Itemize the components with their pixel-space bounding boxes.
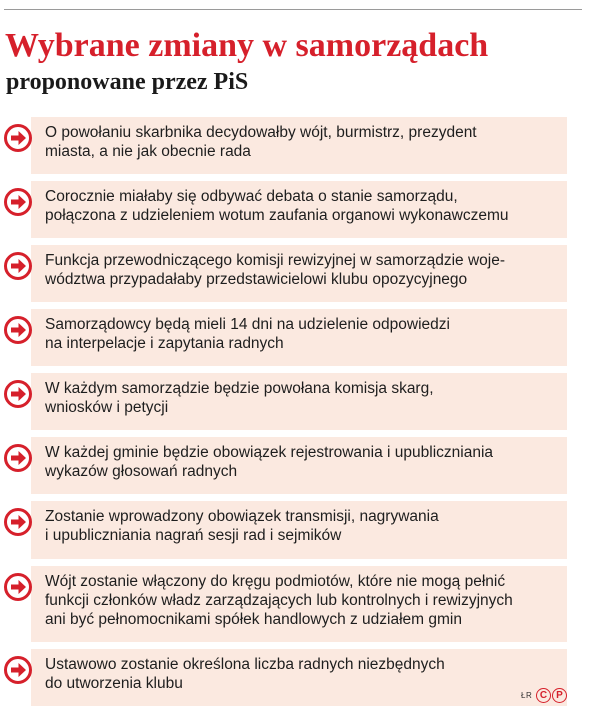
list-item: [0, 566, 567, 642]
list-item: [0, 373, 567, 430]
logo-letter-c: C: [536, 688, 551, 703]
logo-letter-p: P: [552, 688, 567, 703]
item-text: W każdej gminie będzie obowiązek rejestrowania i upubliczniania wykazów głosowań radnych: [45, 444, 494, 480]
item-text: Corocznie miałaby się odbywać debata o stanie samorządu, połączona z udzieleniem wotum zaufania organowi wykonawczemu: [45, 188, 509, 224]
list-item: [0, 245, 567, 302]
list-item: [0, 117, 567, 174]
author-credit: ŁR: [521, 691, 533, 700]
list-item: [0, 649, 567, 706]
item-text: Wójt zostanie włączony do kręgu podmiotów, które nie mogą pełnić funkcji członków władz zarządzających lub kontrolnych i rewizyjnych ani być pełnomocnikami spółek handlowych z udziałem gmin: [45, 573, 513, 628]
list-item: [0, 309, 567, 366]
arrow-right-circle-icon: [4, 188, 32, 216]
item-text: Funkcja przewodniczącego komisji rewizyjnej w samorządzie woje- wództwa przypadałaby przedstawicielowi klubu opozycyjnego: [45, 252, 506, 288]
item-text: O powołaniu skarbnika decydowałby wójt, burmistrz, prezydent miasta, a nie jak obecnie rada: [45, 124, 477, 160]
arrow-right-circle-icon: [4, 380, 32, 408]
item-text: W każdym samorządzie będzie powołana komisja skarg, wniosków i petycji: [45, 380, 434, 416]
arrow-right-circle-icon: [4, 124, 32, 152]
item-text: Samorządowcy będą mieli 14 dni na udzielenie odpowiedzi na interpelacje i zapytania radnych: [45, 316, 450, 352]
publisher-logo: [536, 687, 568, 703]
item-text: Zostanie wprowadzony obowiązek transmisji, nagrywania i upubliczniania nagrań sesji rad i sejmików: [45, 508, 439, 544]
list-item: [0, 501, 567, 559]
arrow-right-circle-icon: [4, 573, 32, 601]
list-item: [0, 437, 567, 494]
page-title: Wybrane zmiany w samorządach: [5, 27, 489, 64]
page-subtitle: proponowane przez PiS: [6, 69, 249, 95]
arrow-right-circle-icon: [4, 252, 32, 280]
arrow-right-circle-icon: [4, 656, 32, 684]
arrow-right-circle-icon: [4, 444, 32, 472]
arrow-right-circle-icon: [4, 316, 32, 344]
arrow-right-circle-icon: [4, 508, 32, 536]
list-item: [0, 181, 567, 238]
item-text: Ustawowo zostanie określona liczba radnych niezbędnych do utworzenia klubu: [45, 656, 445, 692]
